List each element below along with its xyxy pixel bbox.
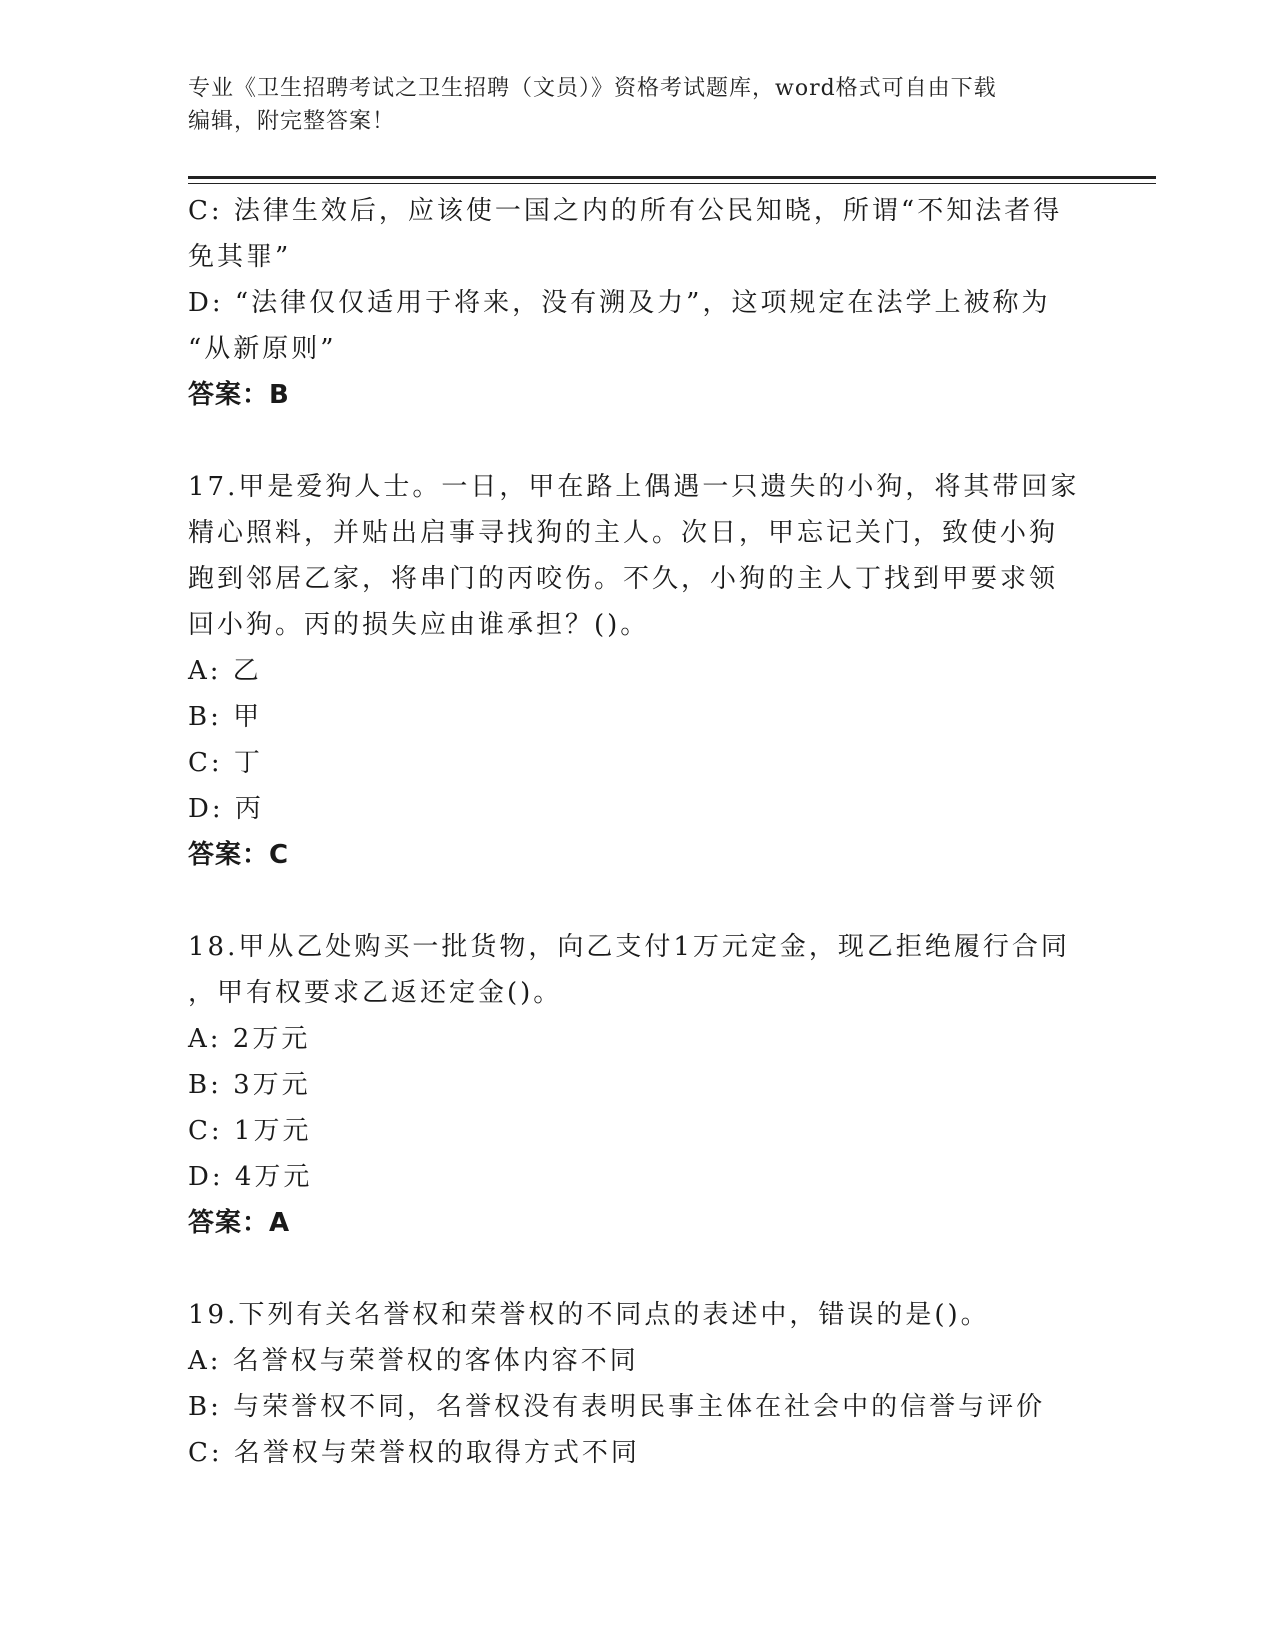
question-18 (188, 924, 1088, 1246)
q18-stem-line-2: ，甲有权要求乙返还定金()。 (188, 978, 563, 1008)
q17-option-c: C: 丁 (188, 748, 263, 778)
spacer (188, 878, 1088, 924)
document-header (188, 72, 1068, 138)
header-rule-thick (188, 176, 1156, 179)
q16-answer: 答案：B (188, 380, 290, 410)
q18-option-b: B: 3万元 (188, 1070, 311, 1100)
q17-option-a: A: 乙 (188, 656, 262, 686)
q17-stem-line-2: 精心照料，并贴出启事寻找狗的主人。次日，甲忘记关门，致使小狗 (188, 518, 1059, 548)
header-line-1: 专业《卫生招聘考试之卫生招聘（文员）》资格考试题库，word格式可自由下载 (188, 76, 997, 101)
q17-answer: 答案：C (188, 840, 290, 870)
header-rule-thin (188, 183, 1156, 184)
q16-option-d-line-2: “从新原则” (188, 334, 337, 364)
q18-stem-line-1: 18.甲从乙处购买一批货物，向乙支付1万元定金，现乙拒绝履行合同 (188, 932, 1070, 962)
q17-option-b: B: 甲 (188, 702, 263, 732)
q17-stem-line-4: 回小狗。丙的损失应由谁承担？()。 (188, 610, 650, 640)
q19-option-b: B: 与荣誉权不同，名誉权没有表明民事主体在社会中的信誉与评价 (188, 1392, 1046, 1422)
q17-option-d: D: 丙 (188, 794, 264, 824)
q16-option-d-line-1: D: “法律仅仅适用于将来，没有溯及力”，这项规定在法学上被称为 (188, 288, 1051, 318)
question-19 (188, 1292, 1088, 1476)
q16-option-c-line-1: C: 法律生效后，应该使一国之内的所有公民知晓，所谓“不知法者得 (188, 196, 1063, 226)
q19-option-a: A: 名誉权与荣誉权的客体内容不同 (188, 1346, 639, 1376)
question-17 (188, 464, 1088, 878)
q19-option-c: C: 名誉权与荣誉权的取得方式不同 (188, 1438, 640, 1468)
q17-stem-line-1: 17.甲是爱狗人士。一日，甲在路上偶遇一只遗失的小狗，将其带回家 (188, 472, 1080, 502)
q18-answer: 答案：A (188, 1208, 291, 1238)
header-line-2: 编辑，附完整答案！ (188, 109, 396, 134)
q19-stem-line-1: 19.下列有关名誉权和荣誉权的不同点的表述中，错误的是()。 (188, 1300, 990, 1330)
q18-option-a: A: 2万元 (188, 1024, 311, 1054)
q16-option-c-line-2: 免其罪” (188, 242, 292, 272)
question-content (188, 188, 1088, 1476)
q18-option-c: C: 1万元 (188, 1116, 312, 1146)
question-16-continued (188, 188, 1088, 418)
spacer (188, 418, 1088, 464)
q18-option-d: D: 4万元 (188, 1162, 313, 1192)
spacer (188, 1246, 1088, 1292)
q17-stem-line-3: 跑到邻居乙家，将串门的丙咬伤。不久，小狗的主人丁找到甲要求领 (188, 564, 1059, 594)
